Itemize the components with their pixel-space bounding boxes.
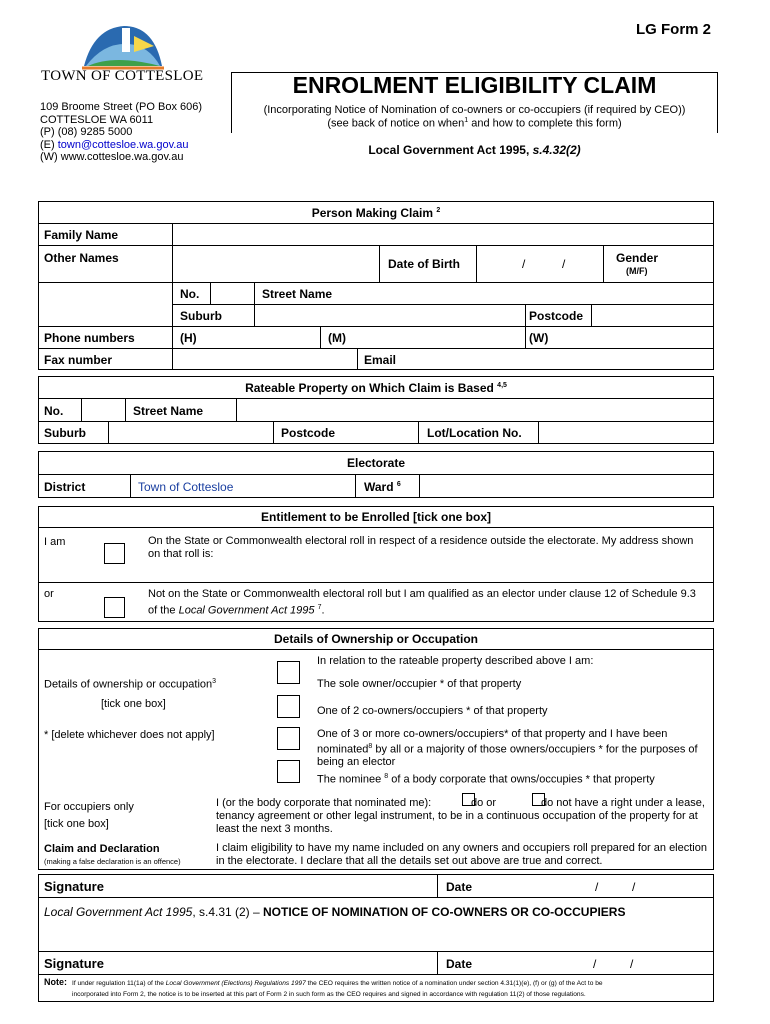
date-label-2: Date	[446, 957, 473, 971]
occupiers-label: For occupiers only	[44, 801, 134, 813]
note-text-2: the CEO requires the written notice of a nomination under section 4.31(1)(e), (f) or (g) of the Act to be	[305, 980, 603, 987]
date-2-slash-2: /	[630, 957, 634, 971]
email-input[interactable]	[402, 350, 712, 369]
org-name: TOWN OF COTTESLOE	[41, 68, 204, 84]
person-postcode-label: Postcode	[529, 309, 584, 323]
dob-input[interactable]	[478, 247, 602, 281]
claim-text: I claim eligibility to have my name included on any owners and occupiers roll prepared for an election in the electorate. I declare that all the details set out above are true and correct.	[216, 842, 707, 867]
lot-input[interactable]	[540, 423, 712, 443]
gender-input[interactable]	[672, 247, 712, 281]
person-heading-sup: 2	[436, 207, 441, 214]
note-label: Note:	[44, 977, 67, 987]
occupiers-text-intro: I (or the body corporate that nominated me):	[216, 797, 432, 809]
person-no-input[interactable]	[212, 284, 252, 303]
ownership-checkbox-1[interactable]	[277, 661, 300, 684]
i-am-label: I am	[44, 536, 66, 548]
ownership-option-3	[317, 728, 707, 768]
person-street-label: Street Name	[262, 287, 333, 301]
email-link[interactable]: town@cottesloe.wa.gov.au	[57, 138, 189, 151]
entitlement-option-2-sup: 7	[317, 604, 322, 611]
ward-label	[364, 480, 401, 494]
ownership-label	[44, 678, 216, 691]
entitlement-checkbox-1[interactable]	[104, 543, 125, 564]
subtitle-2a: (see back of notice on when	[327, 117, 465, 130]
subtitle-2	[231, 117, 718, 130]
dob-slash-1: /	[522, 257, 526, 271]
entitlement-option-2	[148, 588, 708, 618]
ward-input[interactable]	[421, 476, 712, 497]
other-names-input[interactable]	[174, 247, 377, 281]
act-reference	[231, 143, 718, 157]
ownership-option-3-end: by all or a majority of those owners/occupiers * for the purposes of being an elector	[317, 743, 698, 768]
notice-act: Local Government Act 1995	[44, 905, 193, 919]
property-no-label: No.	[44, 404, 64, 418]
note-text-3: incorporated into Form 2, the notice is to be inserted at this part of Form 2 in such form as the CEO requires and signed in accordance with regulation 11(2) of those regulations.	[72, 991, 586, 998]
ownership-option-3-text: One of 3 or more co-owners/occupiers* of that property and I have been nominated	[317, 728, 668, 756]
gender-label: Gender	[616, 251, 659, 265]
phone-m-label: (M)	[328, 331, 346, 345]
form-id: LG Form 2	[636, 21, 712, 38]
date-1-slash-1: /	[595, 880, 599, 894]
property-street-label: Street Name	[133, 404, 204, 418]
act-name: Local Government Act 1995,	[368, 143, 533, 157]
ownership-checkbox-3[interactable]	[277, 727, 300, 750]
dob-slash-2: /	[562, 257, 566, 271]
phone-h-label: (H)	[180, 331, 197, 345]
electorate-heading: Electorate	[346, 456, 406, 470]
property-suburb-input[interactable]	[110, 423, 272, 443]
ownership-label-sup: 3	[212, 678, 217, 685]
occupiers-tick-hint: [tick one box]	[44, 818, 109, 830]
or-label: or	[44, 588, 54, 600]
signature-label-2: Signature	[44, 956, 104, 971]
subtitle-2-sup: 1	[464, 117, 469, 124]
email-label: Email	[364, 353, 397, 367]
phone-numbers-label: Phone numbers	[44, 331, 135, 345]
phone-h-input[interactable]	[205, 328, 318, 347]
signature-label-1: Signature	[44, 879, 104, 894]
property-heading-text: Rateable Property on Which Claim is Based	[245, 381, 494, 395]
date-input-2[interactable]	[480, 953, 712, 973]
lot-label: Lot/Location No.	[427, 426, 522, 440]
property-suburb-label: Suburb	[44, 426, 86, 440]
ward-text: Ward	[364, 480, 394, 494]
dob-label: Date of Birth	[388, 257, 460, 271]
date-label-1: Date	[446, 880, 473, 894]
ward-sup: 6	[396, 481, 401, 488]
ownership-delete-hint: * [delete whichever does not apply]	[44, 729, 215, 741]
council-logo	[74, 22, 170, 72]
property-heading-sup: 4,5	[497, 382, 507, 389]
subtitle-2b: and how to complete this form)	[468, 117, 622, 130]
signature-input-1[interactable]	[120, 876, 435, 896]
date-2-slash-1: /	[593, 957, 597, 971]
ownership-tick-hint: [tick one box]	[101, 698, 166, 710]
entitlement-option-2-text: Not on the State or Commonwealth electoral roll but I am qualified as an elector under clause 12 of Schedule 9.3 of the	[148, 588, 696, 617]
signature-input-2[interactable]	[120, 953, 435, 973]
occupiers-text: do not have a right under a lease, tenancy agreement or other legal instrument, to be in a continuous occupation of the property for at least the next 3 months.	[216, 797, 705, 835]
ownership-option-1: The sole owner/occupier * of that property	[317, 678, 522, 690]
gender-options: (M/F)	[626, 266, 648, 276]
person-street-input[interactable]	[346, 284, 712, 303]
act-section: s.4.32(2)	[532, 143, 581, 157]
property-no-input[interactable]	[83, 400, 124, 420]
entitlement-heading: Entitlement to be Enrolled [tick one box]	[260, 510, 491, 524]
person-no-label: No.	[180, 287, 200, 301]
phone-line: (P) (08) 9285 5000	[40, 126, 133, 139]
occupiers-do-label: do or	[471, 797, 497, 809]
property-postcode-label: Postcode	[281, 426, 336, 440]
district-value: Town of Cottesloe	[138, 480, 234, 494]
page-title: ENROLMENT ELIGIBILITY CLAIM	[292, 72, 657, 98]
entitlement-option-2-act: Local Government Act 1995	[178, 604, 315, 617]
email-line	[40, 139, 202, 152]
entitlement-option-1: On the State or Commonwealth electoral roll in respect of a residence outside the electorate. My address shown on that roll is:	[148, 535, 694, 560]
address-line-2: COTTESLOE WA 6011	[40, 113, 154, 126]
property-street-input[interactable]	[238, 400, 712, 420]
phone-m-input[interactable]	[352, 328, 523, 347]
ownership-option-2: One of 2 co-owners/occupiers * of that property	[317, 705, 548, 717]
other-names-label: Other Names	[44, 251, 119, 265]
ownership-checkbox-2[interactable]	[277, 695, 300, 718]
person-suburb-input[interactable]	[256, 306, 524, 325]
person-postcode-input[interactable]	[593, 306, 712, 325]
family-name-label: Family Name	[44, 228, 119, 242]
property-heading	[38, 381, 714, 395]
fax-input[interactable]	[174, 350, 355, 369]
note-text-1: If under regulation 11(1a) of the	[72, 980, 166, 987]
entitlement-option-2-end: .	[321, 604, 325, 617]
subtitle-1: (Incorporating Notice of Nomination of co-owners or co-occupiers (if required by CEO))	[263, 104, 686, 116]
note-text	[72, 978, 712, 1000]
ownership-heading: Details of Ownership or Occupation	[273, 632, 479, 646]
person-heading-text: Person Making Claim	[311, 206, 434, 220]
notice-heading	[44, 905, 625, 919]
ownership-option-4	[317, 773, 655, 786]
org-contact	[40, 101, 202, 164]
ownership-option-4-text: The nominee	[317, 773, 385, 786]
property-postcode-input[interactable]	[350, 423, 417, 443]
date-1-slash-2: /	[632, 880, 636, 894]
date-input-1[interactable]	[480, 876, 712, 896]
phone-w-input[interactable]	[553, 328, 712, 347]
web-line: (W) www.cottesloe.wa.gov.au	[40, 151, 184, 164]
family-name-input[interactable]	[174, 225, 712, 244]
ownership-intro: In relation to the rateable property described above I am:	[317, 655, 594, 667]
ownership-option-4-end: of a body corporate that owns/occupies * that property	[388, 773, 655, 786]
fax-label: Fax number	[44, 353, 113, 367]
notice-title: NOTICE OF NOMINATION OF CO-OWNERS OR CO-OCCUPIERS	[263, 905, 626, 919]
phone-w-label: (W)	[529, 331, 549, 345]
claim-label: Claim and Declaration	[44, 843, 160, 855]
ownership-label-text: Details of ownership or occupation	[44, 678, 213, 691]
email-prefix: (E)	[40, 138, 58, 151]
person-heading	[38, 206, 714, 220]
entitlement-checkbox-2[interactable]	[104, 597, 125, 618]
ownership-checkbox-4[interactable]	[277, 760, 300, 783]
notice-section-ref: , s.4.31 (2) –	[192, 905, 264, 919]
note-act: Local Government (Elections) Regulations 1997	[165, 980, 306, 987]
address-line-1: 109 Broome Street (PO Box 606)	[40, 101, 203, 113]
ownership-option-3-sup: 8	[368, 742, 373, 750]
claim-warning: (making a false declaration is an offence)	[44, 857, 181, 866]
district-label: District	[44, 480, 86, 494]
person-suburb-label: Suburb	[180, 309, 222, 323]
ownership-option-4-sup: 8	[384, 773, 389, 780]
